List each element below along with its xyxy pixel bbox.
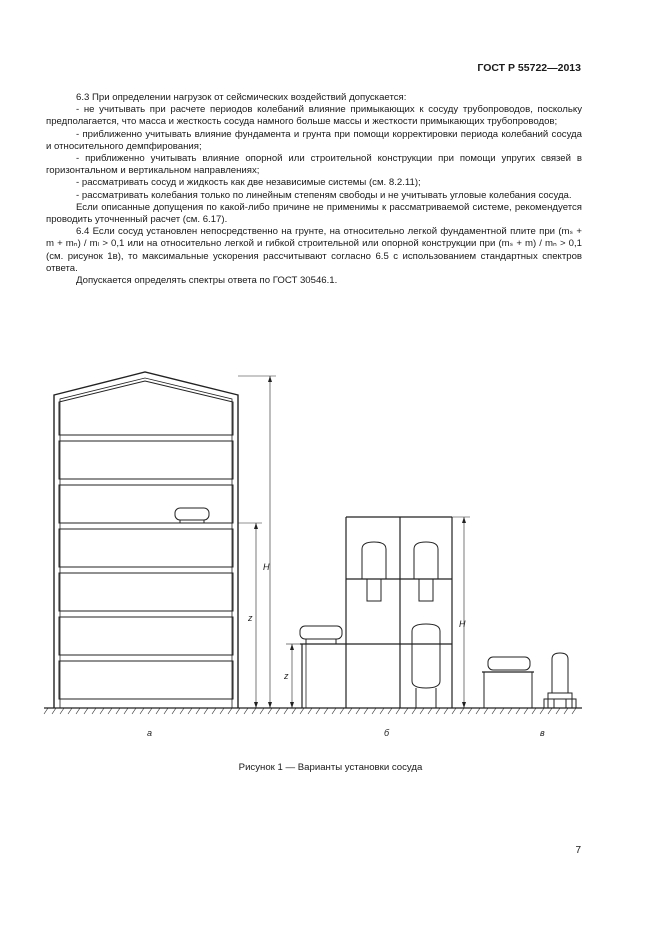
paragraph-item-pipelines: - не учитывать при расчете периодов колебаний влияние примыкающих к сосуду трубопроводов, поскольку предполагается, что масса и жесткость сосуда намного больше массы и жесткости примыкающих трубопроводов; <box>46 104 582 128</box>
label-z-b: z <box>284 671 289 681</box>
figure-vessel-installation <box>30 365 590 755</box>
label-sub-c: в <box>540 728 545 738</box>
frame-b <box>286 517 470 708</box>
label-H-a: H <box>263 562 270 572</box>
building-a <box>54 372 276 708</box>
ground-vessels-c <box>482 653 576 708</box>
label-sub-b: б <box>384 728 390 738</box>
paragraph-6-3: 6.3 При определении нагрузок от сейсмических воздействий допускается: <box>76 92 407 103</box>
paragraph-item-liquid: - рассматривать сосуд и жидкость как две независимые системы (см. 8.2.11); <box>76 177 421 189</box>
label-H-b: H <box>459 619 466 629</box>
document-header: ГОСТ Р 55722—2013 <box>477 62 581 74</box>
paragraph-item-support: - приближенно учитывать влияние опорной или строительной конструкции при помощи упругих связей в горизонтальном и вертикальном направлениях; <box>46 153 582 177</box>
paragraph-response-spectra: Допускается определять спектры ответа по ГОСТ 30546.1. <box>76 275 338 287</box>
figure-caption: Рисунок 1 — Варианты установки сосуда <box>238 762 423 773</box>
label-z-a: z <box>248 613 253 623</box>
paragraph-item-foundation: - приближенно учитывать влияние фундамента и грунта при помощи корректировки периода колебаний сосуда и относительного демпфирования; <box>46 128 582 152</box>
paragraph-6-4: 6.4 Если сосуд установлен непосредственно на грунте, на относительно легкой фундаментной плите при (mₛ + m + mₙ) / mₗ > 0,1 или на относительно легкой и гибкой строительной или опорной конструкции при (mₛ + m) / mₙ > 0,1 (см. рисунок 1в), то максимальные ускорения рассчитывают согласно 6.5 с использованием стандартных спектров ответа. <box>46 226 582 274</box>
paragraph-refined-calc: Если описанные допущения по какой-либо причине не применимы к рассматриваемой системе, рекомендуется проводить уточненный расчет (см. 6.17). <box>46 201 582 226</box>
page-number: 7 <box>575 845 581 856</box>
body-text <box>46 92 582 287</box>
label-sub-a: а <box>147 728 153 738</box>
paragraph-item-linear: - рассматривать колебания только по линейным степеням свободы и не учитывать угловые колебания сосуда. <box>76 189 572 201</box>
